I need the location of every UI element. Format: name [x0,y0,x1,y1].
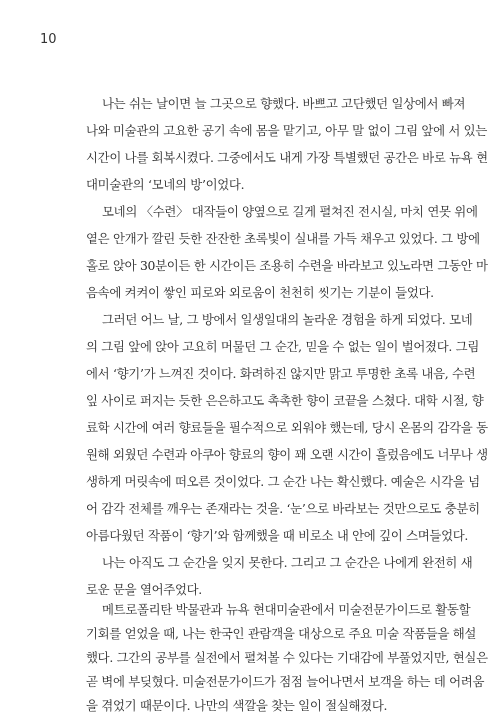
text-line: 잎 사이로 퍼지는 듯한 은은하고도 촉촉한 향이 코끝을 스쳤다. 대학 시절, 향 [86,393,484,408]
text-line: 기회를 얻었을 때, 나는 한국인 관람객을 대상으로 주요 미술 작품들을 해설 [86,626,477,641]
text-line: 홀로 앉아 30분이든 한 시간이든 조용히 수련을 바라보고 있노라면 그동안 마 [86,258,488,273]
text-line: 나와 미술관의 고요한 공기 속에 몸을 맡기고, 아무 말 없이 그림 앞에 서 있는 [86,123,488,138]
text-line: 대미술관의 ‘모네의 방’이었다. [86,177,245,192]
text-line: 모네의 〈수련〉 대작들이 양옆으로 길게 펼쳐진 전시실, 마치 연못 위에 [102,204,478,219]
text-line: 의 그림 앞에 앉아 고요히 머물던 그 순간, 믿을 수 없는 일이 벌어졌다. 그림 [86,339,479,354]
text-line: 곧 벽에 부딪혔다. 미술전문가이드가 점점 늘어나면서 보객을 하는 데 어려움 [86,674,485,689]
page-number: 10 [40,32,57,47]
text-line: 했다. 그간의 공부를 실전에서 펼쳐볼 수 있다는 기대감에 부풀었지만, 현실은 [86,650,488,665]
text-line: 을 겪었기 때문이다. 나만의 색깔을 찾는 일이 절실해졌다. [86,698,388,713]
text-line: 원해 외웠던 수련과 아쿠아 향료의 향이 꽤 오랜 시간이 흘렀음에도 너무나 생 [86,447,488,462]
text-line: 음속에 켜켜이 쌓인 피로와 외로움이 천천히 씻기는 기분이 들었다. [86,285,434,300]
text-line: 료학 시간에 여러 향료들을 필수적으로 외워야 했는데, 당시 온몸의 감각을 동 [86,420,488,435]
text-line: 나는 아직도 그 순간을 잊지 못한다. 그리고 그 순간은 나에게 완전히 새 [102,555,473,570]
text-line: 메트로폴리탄 박물관과 뉴욕 현대미술관에서 미술전문가이드로 활동할 [102,602,471,617]
text-line: 그러던 어느 날, 그 방에서 일생일대의 놀라운 경험을 하게 되었다. 모네 [102,312,473,327]
text-line: 옅은 안개가 깔린 듯한 잔잔한 초록빛이 실내를 가득 채우고 있었다. 그 방에 [86,231,480,246]
text-line: 에서 ‘향기’가 느껴진 것이다. 화려하진 않지만 맑고 투명한 초록 내음, 수련 [86,366,476,381]
text-line: 생하게 머릿속에 떠오른 것이었다. 그 순간 나는 확신했다. 예술은 시각을 넘 [86,474,480,489]
text-line: 어 감각 전체를 깨우는 존재라는 것을. ‘눈’으로 바라보는 것만으로도 충분히 [86,501,480,516]
text-line: 시간이 나를 회복시켰다. 그중에서도 내게 가장 특별했던 공간은 바로 뉴욕 현 [86,150,488,165]
text-line: 나는 쉬는 날이면 늘 그곳으로 향했다. 바쁘고 고단했던 일상에서 빠져 [102,96,466,111]
text-line: 아름다웠던 작품이 ‘향기’와 함께했을 때 비로소 내 안에 깊이 스며들었다. [86,528,469,543]
text-line: 로운 문을 열어주었다. [86,582,202,597]
